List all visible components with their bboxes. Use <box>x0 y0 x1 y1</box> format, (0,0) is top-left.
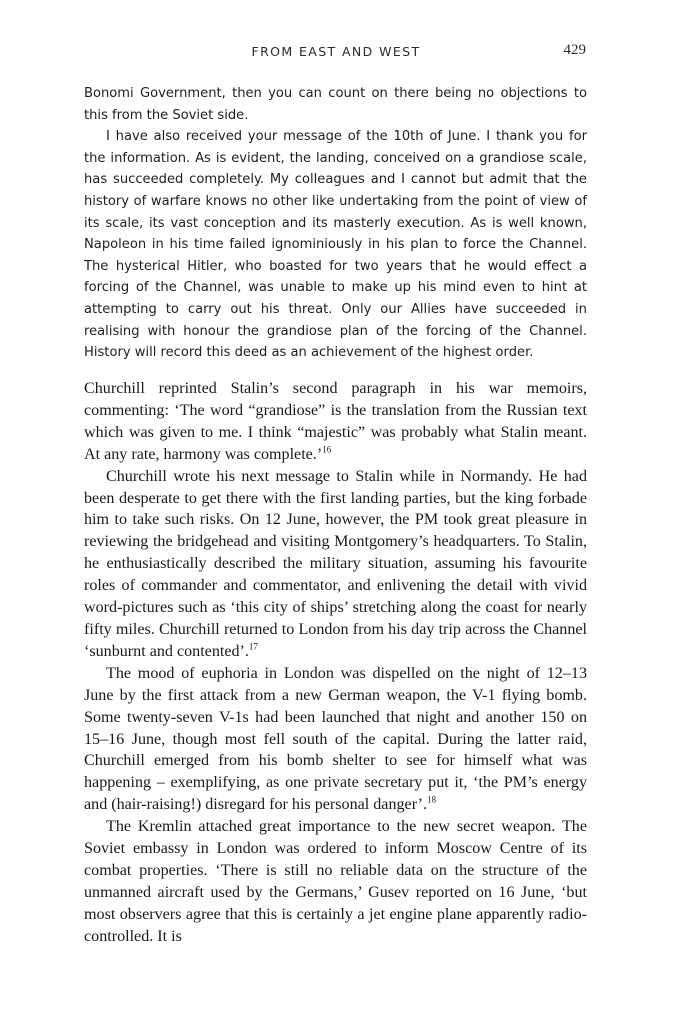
footnote-ref-16: 16 <box>322 444 332 455</box>
body-paragraph-4: The Kremlin attached great importance to the new secret weapon. The Soviet embassy in London was ordered to inform Moscow Centre of its combat properties. ‘There is still no reliable data on the structure of the unmanned aircraft used by the Germans,’ Gusev reported on 16 June, ‘but most observers agree that this is certainly a jet engine plane apparently radio-controlled. It is <box>84 818 587 945</box>
body-paragraph-3-text: The mood of euphoria in London was dispelled on the night of 12–13 June by the first attack from a new German weapon, the V-1 flying bomb. Some twenty-seven V-1s had been launched that night and another 150 on 15–16 June, though most fell south of the capital. During the latter raid, Churchill emerged from his bomb shelter to see for himself what was happening – exemplifying, as one private secretary put it, ‘the PM’s energy and (hair-raising!) disregard for his personal danger’. <box>84 664 587 814</box>
body-text <box>84 378 587 948</box>
footnote-ref-18: 18 <box>427 794 437 805</box>
running-head: FROM EAST AND WEST <box>251 44 421 59</box>
block-quote <box>84 83 587 364</box>
footnote-ref-17: 17 <box>248 641 258 652</box>
body-paragraph-3 <box>84 663 587 816</box>
body-paragraph-1 <box>84 378 587 466</box>
body-paragraph-2-text: Churchill wrote his next message to Stalin while in Normandy. He had been desperate to get there with the first landing parties, but the king forbade him to take such risks. On 12 June, however, the PM took great pleasure in reviewing the bridgehead and visiting Montgomery’s headquarters. To Stalin, he enthusiastically described the military situation, assuming his favourite roles of commander and commentator, and enlivening the detail with vivid word-pictures such as ‘this city of ships’ stretching along the coast for nearly fifty miles. Churchill returned to London from his day trip across the Channel ‘sunburnt and contented’. <box>84 467 587 660</box>
quote-paragraph-2: I have also received your message of the 10th of June. I thank you for the information. As is evident, the landing, conceived on a grandiose scale, has succeeded completely. My colleagues and I cannot but admit that the history of warfare knows no other like undertaking from the point of view of its scale, its vast conception and its masterly execution. As is well known, Napoleon in his time failed ignominiously in his plan to force the Channel. The hysterical Hitler, who boasted for two years that he would effect a forcing of the Channel, was unable to make up his mind even to hint at attempting to carry out his threat. Only our Allies have succeeded in realising with honour the grandiose plan of the forcing of the Channel. History will record this deed as an achievement of the highest order. <box>84 129 587 361</box>
body-paragraph-2 <box>84 466 587 663</box>
quote-paragraph-1: Bonomi Government, then you can count on there being no objections to this from the Soviet side. <box>84 86 587 123</box>
page-number: 429 <box>563 42 586 58</box>
body-paragraph-1-text: Churchill reprinted Stalin’s second paragraph in his war memoirs, commenting: ‘The word “grandiose” is the translation from the Russian text which was given to me. I think “majestic” was probably what Stalin meant. At any rate, harmony was complete.’ <box>84 380 587 463</box>
